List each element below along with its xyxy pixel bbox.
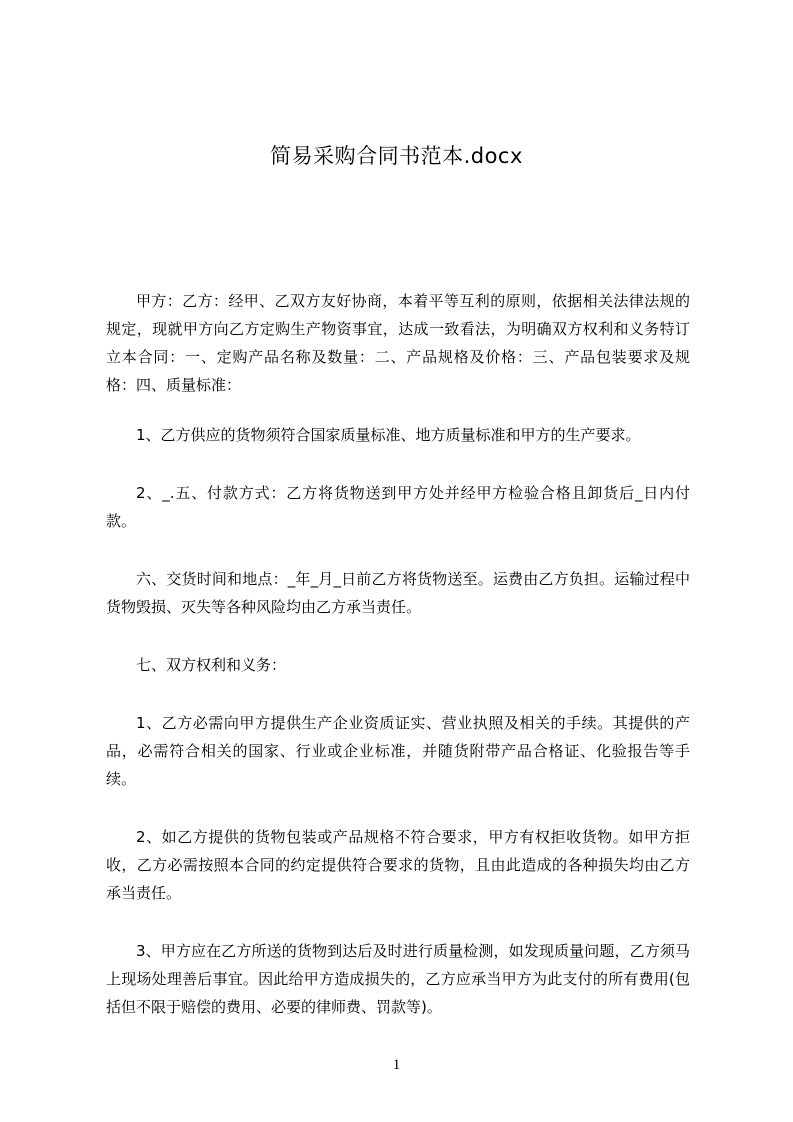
document-body bbox=[106, 287, 690, 1051]
clause-delivery: 六、交货时间和地点：_年_月_日前乙方将货物送至。运费由乙方负担。运输过程中货物毁损、灭失等各种风险均由乙方承当责任。 bbox=[106, 570, 690, 616]
clause-quality-1: 1、乙方供应的货物须符合国家质量标准、地方质量标准和甲方的生产要求。 bbox=[136, 426, 641, 444]
clause-payment: 2、_.五、付款方式：乙方将货物送到甲方处并经甲方检验合格且卸货后_日内付款。 bbox=[106, 484, 690, 530]
clause-rights-heading: 七、双方权利和义务： bbox=[136, 656, 287, 674]
document-title: 简易采购合同书范本.docx bbox=[270, 144, 523, 168]
clause-rights-3: 3、甲方应在乙方所送的货物到达后及时进行质量检测，如发现质量问题，乙方须马上现场处理善后事宜。因此给甲方造成损失的，乙方应承当甲方为此支付的所有费用(包括但不限于赔偿的费用、必要的律师费、罚款等)。 bbox=[106, 942, 690, 1016]
contract-preamble: 甲方：乙方：经甲、乙双方友好协商，本着平等互利的原则，依据相关法律法规的规定，现就甲方向乙方定购生产物资事宜，达成一致看法，为明确双方权利和义务特订立本合同：一、定购产品名称及数量：二、产品规格及价格：三、产品包装要求及规格：四、质量标准： bbox=[106, 292, 690, 394]
clause-rights-1: 1、乙方必需向甲方提供生产企业资质证实、营业执照及相关的手续。其提供的产品，必需符合相关的国家、行业或企业标准，并随货附带产品合格证、化验报告等手续。 bbox=[106, 714, 690, 788]
page-number: 1 bbox=[392, 1057, 401, 1073]
clause-rights-2: 2、如乙方提供的货物包装或产品规格不符合要求，甲方有权拒收货物。如甲方拒收，乙方必需按照本合同的约定提供符合要求的货物，且由此造成的各种损失均由乙方承当责任。 bbox=[106, 828, 690, 902]
